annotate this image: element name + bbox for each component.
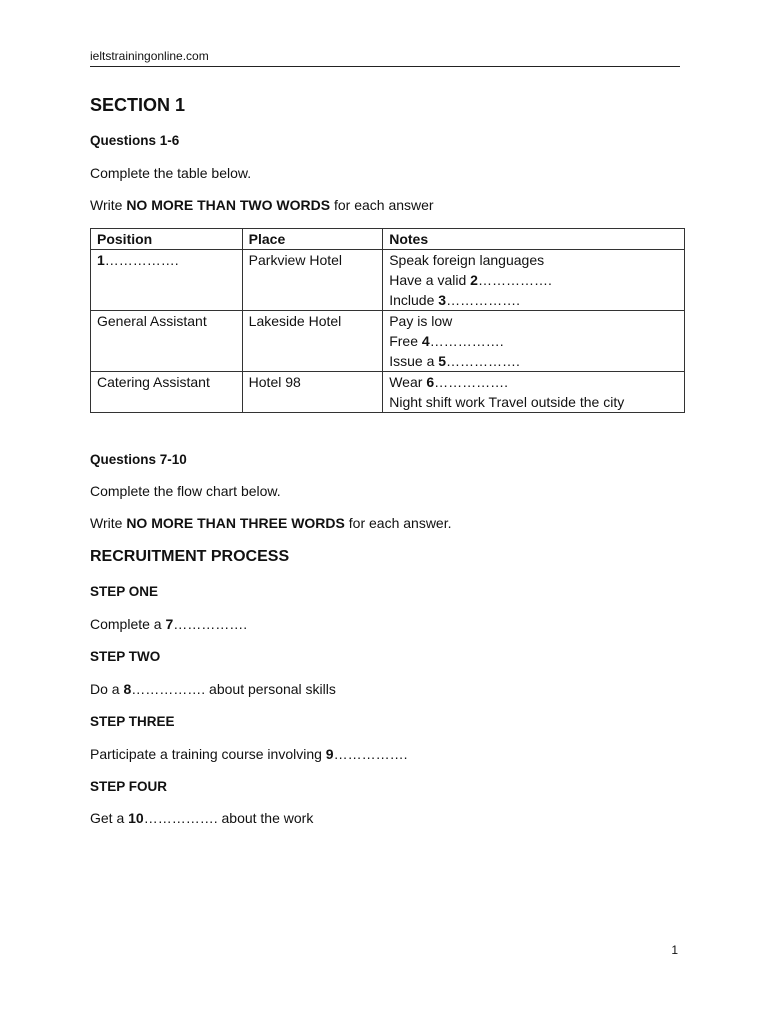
answer-blank: ……………. — [429, 333, 504, 349]
notes-cell — [383, 372, 685, 413]
question-number: 2 — [470, 272, 478, 288]
place-cell: Hotel 98 — [242, 372, 383, 413]
table-row — [91, 250, 685, 311]
notes-cell — [383, 250, 685, 311]
step-text: Complete a 7……………. — [90, 616, 248, 632]
word-limit: NO MORE THAN THREE WORDS — [126, 515, 345, 531]
question-number: 1 — [97, 252, 105, 268]
question-number: 10 — [128, 810, 144, 826]
question-number: 6 — [426, 374, 435, 390]
page-number: 1 — [671, 943, 678, 957]
step-label: STEP FOUR — [90, 779, 168, 794]
position-cell: General Assistant — [91, 311, 243, 372]
process-title: RECRUITMENT PROCESS — [90, 548, 290, 565]
step-label: STEP ONE — [90, 584, 159, 599]
column-header-place: Place — [242, 229, 383, 250]
note-line: Pay is low — [389, 313, 453, 329]
question-number: 7 — [165, 616, 174, 632]
answer-blank: ……………. — [434, 374, 508, 390]
note-line: Night shift work Travel outside the city — [389, 394, 625, 410]
column-header-notes: Notes — [383, 229, 685, 250]
note-line: Have a valid 2……………. — [389, 272, 552, 288]
step-text: Do a 8……………. about personal skills — [90, 681, 336, 697]
note-line: Include 3……………. — [389, 292, 520, 308]
step-label: STEP TWO — [90, 649, 161, 664]
answer-blank: ……………. — [104, 252, 179, 268]
step-label: STEP THREE — [90, 714, 175, 729]
note-line: Speak foreign languages — [389, 252, 545, 268]
word-limit: NO MORE THAN TWO WORDS — [126, 197, 331, 213]
questions-table — [90, 228, 685, 413]
place-cell: Parkview Hotel — [242, 250, 383, 311]
word-limit-instruction: Write NO MORE THAN TWO WORDS for each answer — [90, 197, 434, 213]
table-instruction: Complete the table below. — [90, 165, 252, 181]
step-text: Participate a training course involving 9……………. — [90, 746, 408, 762]
place-cell: Lakeside Hotel — [242, 311, 383, 372]
question-number: 3 — [438, 292, 447, 308]
question-number: 4 — [421, 333, 430, 349]
notes-cell — [383, 311, 685, 372]
table-row — [91, 372, 685, 413]
answer-blank: ……………. — [446, 292, 520, 308]
note-line: Issue a 5……………. — [389, 353, 520, 369]
step-text: Get a 10……………. about the work — [90, 810, 314, 826]
note-line: Wear 6……………. — [389, 374, 508, 390]
position-cell — [91, 250, 243, 311]
question-number: 8 — [123, 681, 132, 697]
note-line: Free 4……………. — [389, 333, 504, 349]
site-header: ieltstrainingonline.com — [90, 48, 680, 67]
position-cell: Catering Assistant — [91, 372, 243, 413]
answer-blank: ……………. — [446, 353, 520, 369]
question-number: 9 — [325, 746, 334, 762]
table-row — [91, 311, 685, 372]
column-header-position: Position — [91, 229, 243, 250]
flowchart-instruction: Complete the flow chart below. — [90, 483, 281, 499]
questions-7-10-heading: Questions 7-10 — [90, 452, 187, 467]
answer-blank: ……………. — [477, 272, 552, 288]
table-header-row — [91, 229, 685, 250]
questions-1-6-heading: Questions 1-6 — [90, 133, 180, 148]
question-number: 5 — [438, 353, 447, 369]
word-limit-instruction: Write NO MORE THAN THREE WORDS for each answer. — [90, 515, 452, 531]
section-title: SECTION 1 — [90, 95, 186, 115]
